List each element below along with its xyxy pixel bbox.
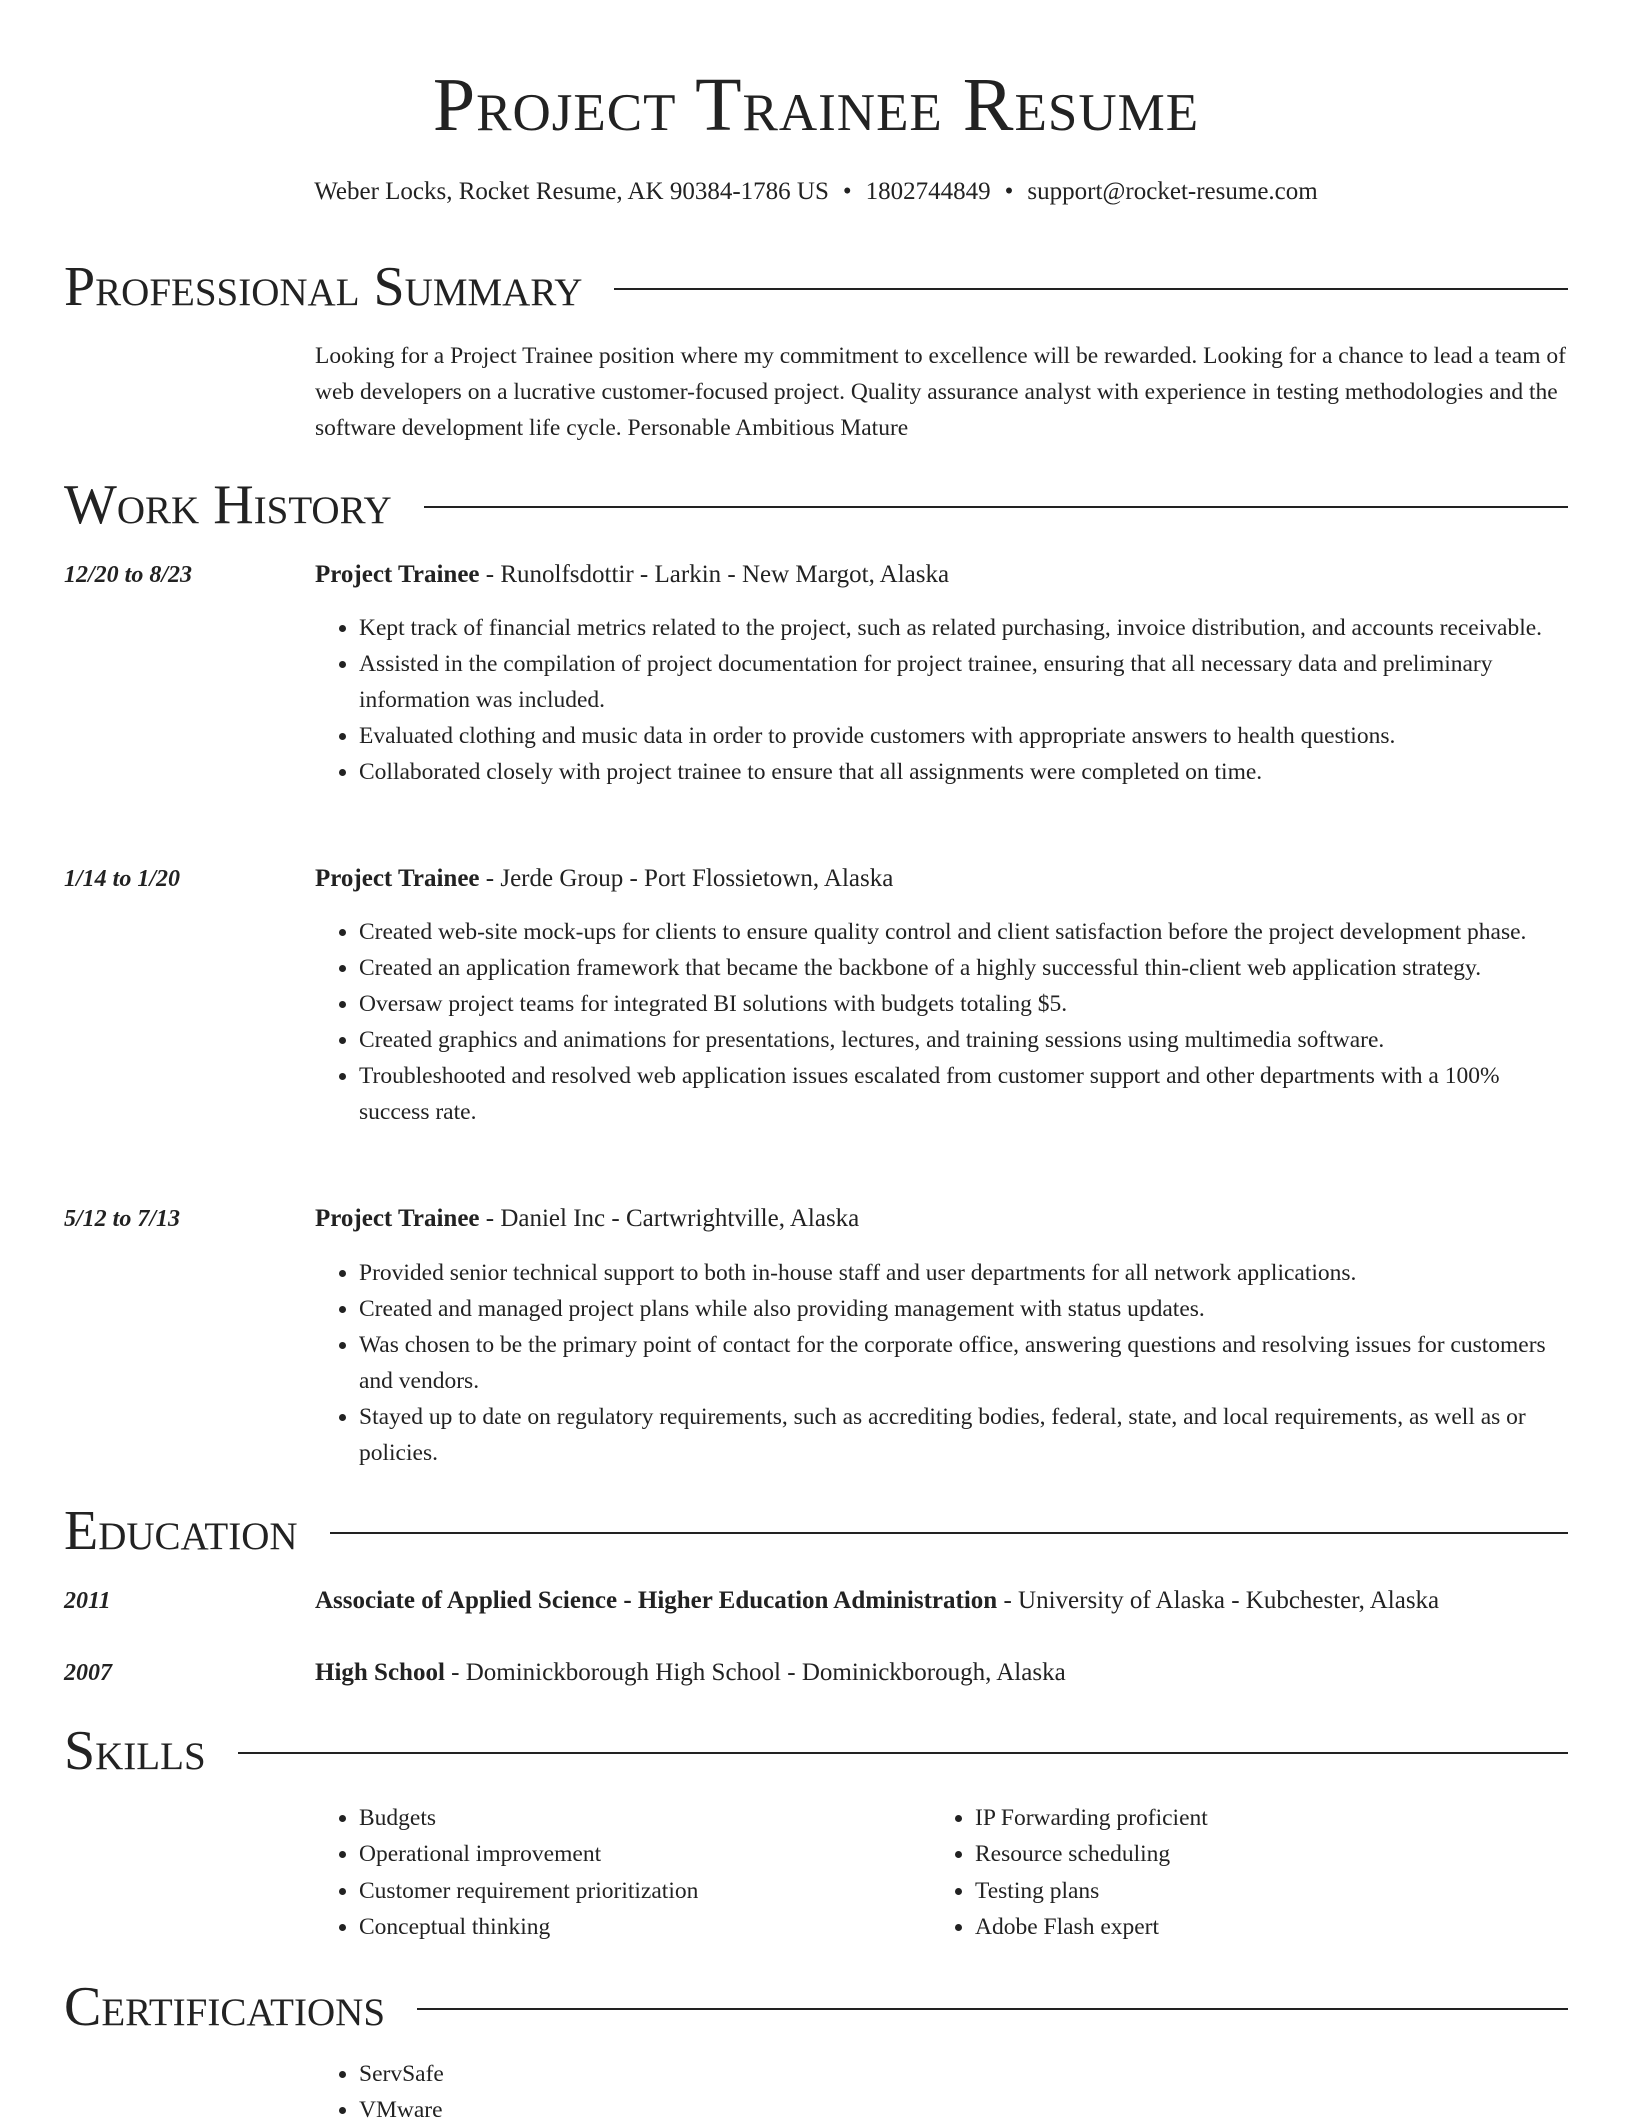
- contact-phone: 1802744849: [865, 178, 991, 205]
- list-item: • Created and managed project plans while also providing management with status updates.: [359, 1291, 1570, 1327]
- list-item: • ServSafe: [359, 2056, 1570, 2092]
- contact-address: Weber Locks, Rocket Resume, AK 90384-1786 US: [314, 178, 829, 205]
- section-divider: [614, 288, 1568, 290]
- section-title: Education: [64, 1500, 298, 1562]
- list-item: • Provided senior technical support to both in-house staff and user departments for all network applications.: [359, 1255, 1570, 1291]
- section-divider: [417, 2008, 1568, 2010]
- contact-line: [0, 175, 1632, 209]
- section-divider: [330, 1532, 1568, 1534]
- contact-email: support@rocket-resume.com: [1027, 178, 1318, 205]
- list-item: • IP Forwarding proficient: [975, 1800, 1547, 1836]
- job-dates: 5/12 to 7/13: [64, 1206, 181, 1232]
- section-divider: [424, 506, 1568, 508]
- certifications-list: [315, 2056, 1570, 2128]
- list-item: • Troubleshooted and resolved web application issues escalated from customer support and other departments with a 100% success rate.: [359, 1058, 1570, 1130]
- skills-list: [315, 1800, 1570, 1945]
- skills-column-left: [315, 1800, 931, 1945]
- list-item: • Evaluated clothing and music data in order to provide customers with appropriate answers to health questions.: [359, 718, 1570, 754]
- job-title: Project Trainee: [315, 1205, 480, 1232]
- education-heading: [315, 1583, 1439, 1619]
- job-heading: [315, 557, 949, 593]
- education-details: - University of Alaska - Kubchester, Alaska: [997, 1587, 1440, 1614]
- job-title: Project Trainee: [315, 561, 480, 588]
- job-heading: [315, 1201, 859, 1237]
- education-degree: Associate of Applied Science - Higher Education Administration: [315, 1587, 998, 1614]
- resume-title: Project Trainee Resume: [432, 63, 1200, 147]
- list-item: • Was chosen to be the primary point of contact for the corporate office, answering questions and resolving issues for customers and vendors.: [359, 1327, 1570, 1399]
- list-item: • Operational improvement: [359, 1836, 931, 1872]
- list-item: • Kept track of financial metrics related to the project, such as related purchasing, invoice distribution, and accounts receivable.: [359, 610, 1570, 646]
- list-item: • Created an application framework that became the backbone of a highly successful thin-client web application strategy.: [359, 950, 1570, 986]
- list-item: • Resource scheduling: [975, 1836, 1547, 1872]
- list-item: • Conceptual thinking: [359, 1909, 931, 1945]
- section-title: Certifications: [64, 1976, 386, 2038]
- list-item: • Created graphics and animations for presentations, lectures, and training sessions using multimedia software.: [359, 1022, 1570, 1058]
- education-degree: High School: [315, 1659, 445, 1686]
- education-year: 2011: [64, 1588, 111, 1614]
- section-heading-skills: [64, 1716, 1568, 1786]
- list-item: • Testing plans: [975, 1873, 1547, 1909]
- contact-separator: •: [1004, 178, 1014, 205]
- section-heading-education: [64, 1496, 1568, 1566]
- job-dates: 1/14 to 1/20: [64, 866, 181, 892]
- list-item: • Customer requirement prioritization: [359, 1873, 931, 1909]
- section-heading-summary: [64, 252, 1568, 322]
- job-heading: [315, 861, 893, 897]
- job-dates: 12/20 to 8/23: [64, 562, 193, 588]
- list-item: • VMware: [359, 2092, 1570, 2128]
- job-bullets: [315, 914, 1570, 1130]
- job-bullets: [315, 610, 1570, 790]
- list-item: • Collaborated closely with project trainee to ensure that all assignments were completed on time.: [359, 754, 1570, 790]
- education-year: 2007: [64, 1660, 112, 1686]
- section-title: Professional Summary: [64, 256, 583, 318]
- list-item: • Budgets: [359, 1800, 931, 1836]
- section-divider: [238, 1752, 1568, 1754]
- education-heading: [315, 1655, 1066, 1691]
- contact-separator: •: [842, 178, 852, 205]
- section-title: Skills: [64, 1720, 206, 1782]
- list-item: • Stayed up to date on regulatory requirements, such as accrediting bodies, federal, state, and local requirements, as well as or policies.: [359, 1399, 1570, 1471]
- list-item: • Created web-site mock-ups for clients to ensure quality control and client satisfaction before the project development phase.: [359, 914, 1570, 950]
- job-title: Project Trainee: [315, 865, 480, 892]
- list-item: • Adobe Flash expert: [975, 1909, 1547, 1945]
- section-heading-work-history: [64, 470, 1568, 540]
- summary-text: Looking for a Project Trainee position where my commitment to excellence will be rewarded. Looking for a chance to lead a team of web developers on a lucrative customer-focused project. Quality assurance analyst with experience in testing methodologies and the software development life cycle. Personable Ambitious Mature: [315, 343, 1566, 441]
- section-heading-certifications: [64, 1972, 1568, 2042]
- list-item: • Assisted in the compilation of project documentation for project trainee, ensuring that all necessary data and preliminary information was included.: [359, 646, 1570, 718]
- list-item: • Oversaw project teams for integrated BI solutions with budgets totaling $5.: [359, 986, 1570, 1022]
- job-details: - Jerde Group - Port Flossietown, Alaska: [479, 865, 894, 892]
- skills-column-right: [931, 1800, 1547, 1945]
- section-title: Work History: [64, 474, 392, 536]
- education-details: - Dominickborough High School - Dominickborough, Alaska: [444, 1659, 1066, 1686]
- job-details: - Daniel Inc - Cartwrightville, Alaska: [479, 1205, 860, 1232]
- job-bullets: [315, 1255, 1570, 1471]
- job-details: - Runolfsdottir - Larkin - New Margot, Alaska: [479, 561, 950, 588]
